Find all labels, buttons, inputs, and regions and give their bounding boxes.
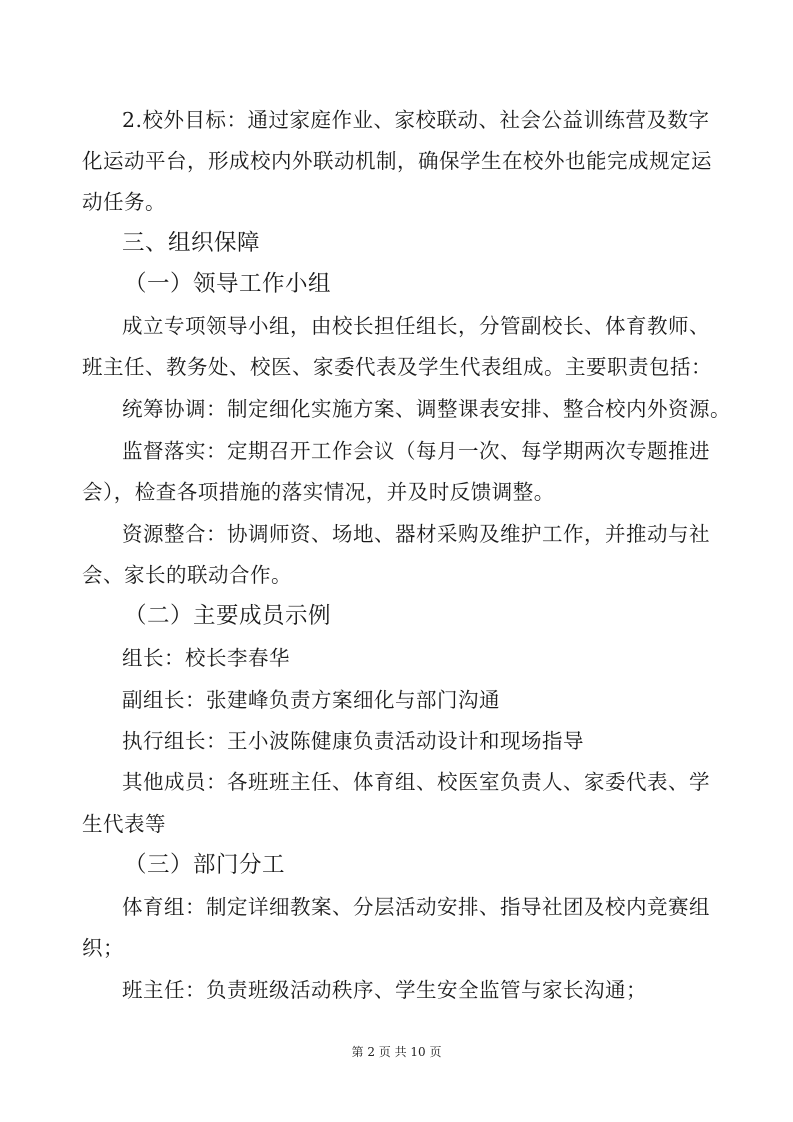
section-heading: 三、组织保障 [122,230,261,256]
paragraph-line: 班主任：负责班级活动秩序、学生安全监管与家长沟通； [122,978,647,1002]
paragraph-line: 织； [82,936,124,960]
paragraph-line: 执行组长：王小波陈健康负责活动设计和现场指导 [122,729,584,753]
paragraph-line: 生代表等 [82,812,166,836]
paragraph-line: 资源整合：协调师资、场地、器材采购及维护工作，并推动与社 [122,522,710,546]
paragraph-line: 动任务。 [82,190,166,214]
paragraph-line: 会），检查各项措施的落实情况，并及时反馈调整。 [82,480,555,504]
page-number-footer: 第 2 页 共 10 页 [351,1045,442,1059]
paragraph-line: 统筹协调：制定细化实施方案、调整课表安排、整合校内外资源。 [122,397,731,421]
paragraph-line: 体育组：制定详细教案、分层活动安排、指导社团及校内竞赛组 [122,895,710,919]
paragraph-line: 化运动平台，形成校内外联动机制，确保学生在校外也能完成规定运 [82,149,712,173]
paragraph-line: 班主任、教务处、校医、家委代表及学生代表组成。主要职责包括： [82,355,712,379]
paragraph-line: 组长：校长李春华 [122,646,290,670]
subsection-heading: （二）主要成员示例 [124,603,332,629]
paragraph-line: 成立专项领导小组，由校长担任组长，分管副校长、体育教师、 [122,314,710,338]
paragraph-line: 副组长：张建峰负责方案细化与部门沟通 [122,688,500,712]
subsection-heading: （三）部门分工 [124,852,286,878]
paragraph-line: 监督落实：定期召开工作会议（每月一次、每学期两次专题推进 [122,439,710,463]
paragraph-line: 会、家长的联动合作。 [82,563,292,587]
paragraph-line: 2.校外目标：通过家庭作业、家校联动、社会公益训练营及数字 [122,108,710,132]
subsection-heading: （一）领导工作小组 [124,271,332,297]
paragraph-line: 其他成员：各班班主任、体育组、校医室负责人、家委代表、学 [122,770,710,794]
